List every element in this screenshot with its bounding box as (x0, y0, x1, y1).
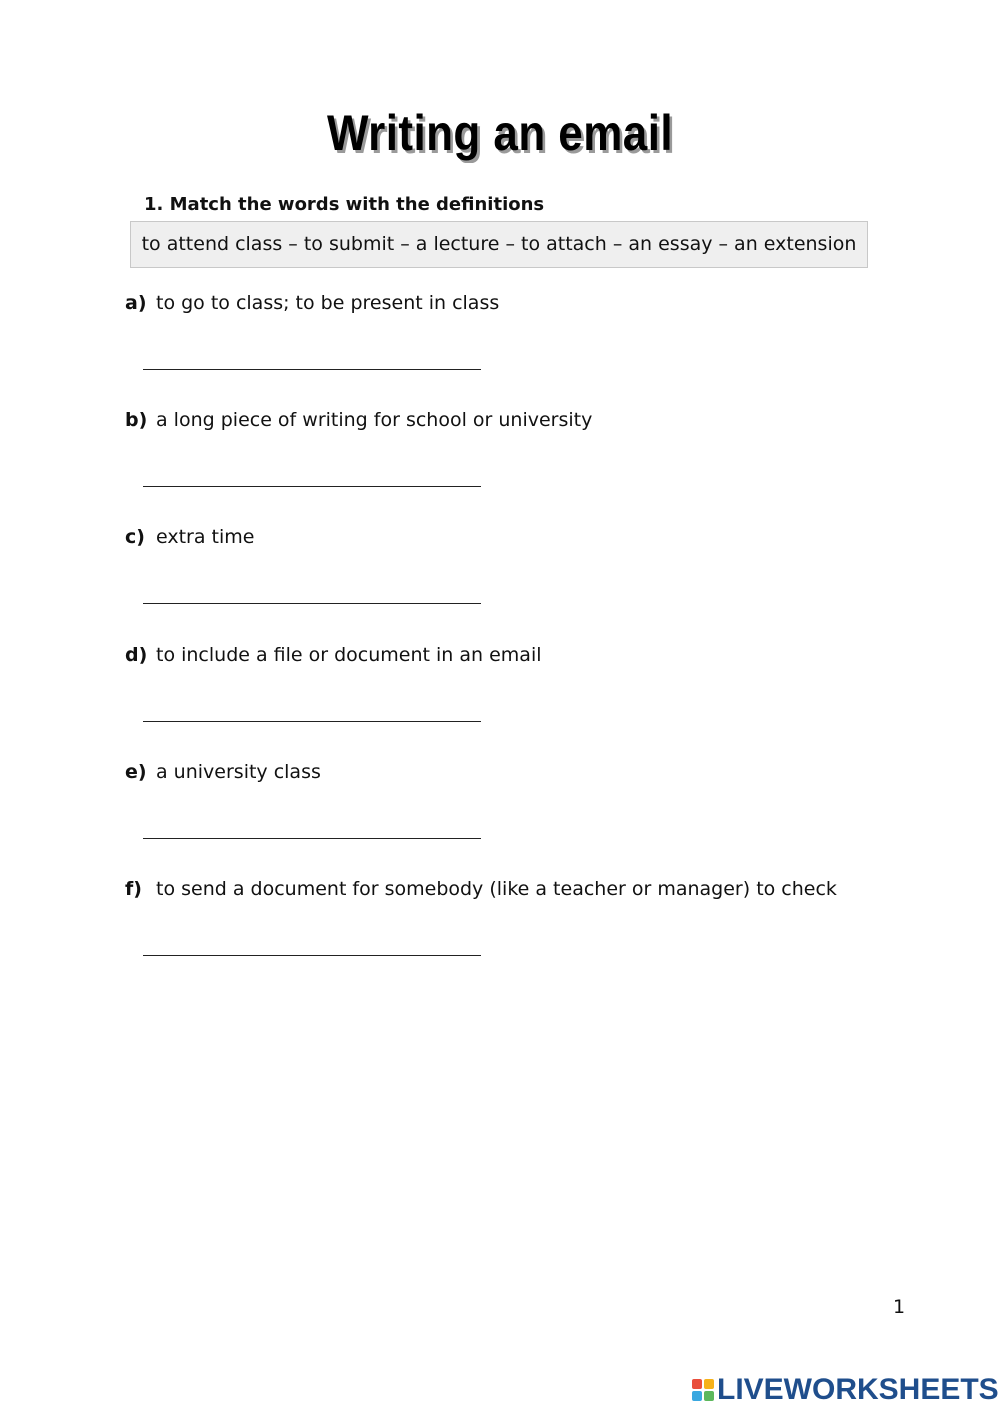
answer-line-f[interactable] (143, 955, 481, 956)
logo-cell (692, 1391, 702, 1401)
definition-item-c (125, 526, 254, 548)
item-letter: c) (125, 526, 145, 548)
logo-cell (704, 1391, 714, 1401)
logo-cell (692, 1379, 702, 1389)
page-number: 1 (893, 1296, 906, 1318)
definition-item-a (125, 292, 499, 314)
exercise-instruction: 1. Match the words with the definitions (144, 194, 545, 215)
definition-item-e (125, 761, 321, 783)
item-letter: f) (125, 878, 142, 900)
item-definition: to include a file or document in an email (156, 644, 542, 666)
answer-line-b[interactable] (143, 486, 481, 487)
answer-line-d[interactable] (143, 721, 481, 722)
liveworksheets-logo-icon (692, 1379, 714, 1401)
definition-item-b (125, 409, 592, 431)
answer-line-c[interactable] (143, 603, 481, 604)
page-title: Writing an email (326, 105, 674, 161)
liveworksheets-brand (692, 1373, 999, 1407)
item-definition: a long piece of writing for school or university (156, 409, 593, 431)
definition-item-d (125, 644, 542, 666)
item-letter: d) (125, 644, 148, 666)
item-definition: a university class (156, 761, 321, 783)
answer-line-e[interactable] (143, 838, 481, 839)
item-letter: e) (125, 761, 147, 783)
answer-line-a[interactable] (143, 369, 481, 370)
item-letter: a) (125, 292, 147, 314)
item-definition: to send a document for somebody (like a teacher or manager) to check (156, 878, 837, 900)
item-definition: extra time (156, 526, 255, 548)
logo-cell (704, 1379, 714, 1389)
item-letter: b) (125, 409, 148, 431)
brand-text: LIVEWORKSHEETS (717, 1373, 999, 1406)
definition-item-f (125, 878, 837, 900)
word-bank: to attend class – to submit – a lecture – to attach – an essay – an extension (130, 221, 868, 268)
item-definition: to go to class; to be present in class (156, 292, 500, 314)
